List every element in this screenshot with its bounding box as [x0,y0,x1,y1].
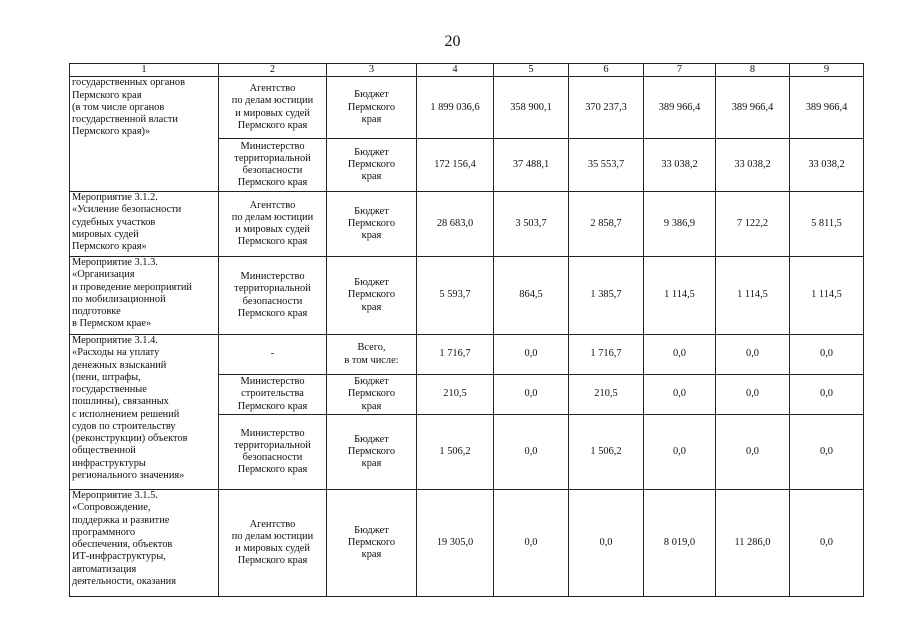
text-line: Мероприятие 3.1.3. [72,257,158,269]
funding-source-cell [327,257,417,335]
text-line: края [361,458,382,470]
text-line: Пермского [347,536,396,548]
value-cell: 1 506,2 [417,415,494,490]
value-cell: 1 716,7 [417,335,494,375]
value-cell: 0,0 [494,415,569,490]
value-cell: 2 858,7 [569,192,644,257]
text-line: Агентство [249,83,296,95]
text-line: безопасности [242,165,303,177]
value-cell: 5 593,7 [417,257,494,335]
col-header-4: 4 [417,64,494,77]
executor-cell [219,77,327,139]
text-line: Бюджет [354,205,389,217]
table-row [70,257,864,335]
text-line: по делам юстиции [231,211,314,223]
value-cell: 0,0 [790,375,864,415]
value-cell: 1 114,5 [644,257,716,335]
text-line: судебных участков [72,216,156,228]
value-cell: 0,0 [644,335,716,375]
text-line: регионального значения» [72,470,185,482]
text-line: Бюджет [354,146,389,158]
text-line: Бюджет [354,524,389,536]
text-line: Пермского края [237,307,308,319]
value-cell: 9 386,9 [644,192,716,257]
text-line: Мероприятие 3.1.5. [72,490,158,502]
text-line: обеспечения, объектов [72,539,173,551]
text-line: Пермского [347,388,396,400]
text-line: Бюджет [354,433,389,445]
text-line: государственной власти [72,114,178,126]
text-line: (в том числе органов [72,101,165,113]
funding-source-cell [327,490,417,597]
text-line: «Расходы на уплату [72,347,160,359]
text-line: по делам юстиции [231,530,314,542]
row-label [70,77,219,139]
funding-source-cell [327,335,417,375]
value-cell: 358 900,1 [494,77,569,139]
text-line: Пермского края [237,177,308,189]
text-line: территориальной [234,283,311,295]
row-label [70,335,219,490]
value-cell: 5 811,5 [790,192,864,257]
value-cell: 210,5 [417,375,494,415]
value-cell: 19 305,0 [417,490,494,597]
text-line: по делам юстиции [231,95,314,107]
value-cell: 3 503,7 [494,192,569,257]
text-line: Пермского края [237,555,308,567]
text-line: (реконструкции) объектов [72,433,188,445]
text-line: Мероприятие 3.1.4. [72,335,158,347]
text-line: денежных взысканий [72,359,167,371]
executor-cell [219,139,327,192]
header-row [70,64,864,77]
text-line: территориальной [234,439,311,451]
text-line: пошлины), связанных [72,396,169,408]
funding-source-cell [327,415,417,490]
table-row [70,490,864,597]
text-line: инфраструктуры [72,457,146,469]
funding-source-cell [327,139,417,192]
text-line: Министерство [240,140,305,152]
executor-cell [219,257,327,335]
col-header-5: 5 [494,64,569,77]
value-cell: 28 683,0 [417,192,494,257]
text-line: - [270,348,275,360]
value-cell: 0,0 [716,335,790,375]
executor-cell [219,192,327,257]
text-line: Пермского [347,101,396,113]
value-cell: 33 038,2 [644,139,716,192]
value-cell: 389 966,4 [644,77,716,139]
executor-cell [219,490,327,597]
text-line: Министерство [240,271,305,283]
value-cell: 370 237,3 [569,77,644,139]
text-line: края [361,400,382,412]
text-line: и мировых судей [235,543,310,555]
text-line: «Сопровождение, [72,502,151,514]
text-line: Пермского [347,217,396,229]
text-line: с исполнением решений [72,408,180,420]
text-line: «Усиление безопасности [72,204,182,216]
value-cell: 0,0 [716,415,790,490]
table-row [70,77,864,139]
text-line: и мировых судей [235,224,310,236]
text-line: и проведение мероприятий [72,281,192,293]
value-cell: 1 385,7 [569,257,644,335]
text-line: Министерство [240,427,305,439]
table-row [70,335,864,375]
text-line: Пермского [347,158,396,170]
col-header-8: 8 [716,64,790,77]
text-line: государственные [72,384,147,396]
funding-source-cell [327,375,417,415]
col-header-9: 9 [790,64,864,77]
row-label [70,139,219,192]
value-cell: 210,5 [569,375,644,415]
col-header-7: 7 [644,64,716,77]
text-line: края [361,230,382,242]
value-cell: 33 038,2 [790,139,864,192]
table-row [70,192,864,257]
value-cell: 1 506,2 [569,415,644,490]
row-label [70,257,219,335]
text-line: Пермского края» [72,241,147,253]
funding-source-cell [327,77,417,139]
funding-source-cell [327,192,417,257]
text-line: Бюджет [354,89,389,101]
text-line: подготовке [72,306,121,318]
value-cell: 1 899 036,6 [417,77,494,139]
value-cell: 37 488,1 [494,139,569,192]
row-label [70,192,219,257]
text-line: Бюджет [354,277,389,289]
value-cell: 389 966,4 [716,77,790,139]
text-line: судов по строительству [72,420,176,432]
value-cell: 8 019,0 [644,490,716,597]
value-cell: 389 966,4 [790,77,864,139]
value-cell: 0,0 [494,335,569,375]
value-cell: 172 156,4 [417,139,494,192]
col-header-2: 2 [219,64,327,77]
text-line: деятельности, оказания [72,575,176,587]
text-line: строительства [241,388,304,400]
text-line: Пермского края [237,400,308,412]
text-line: безопасности [242,295,303,307]
text-line: Министерство [240,376,305,388]
text-line: Мероприятие 3.1.2. [72,192,158,204]
text-line: края [361,549,382,561]
text-line: Пермского края [237,119,308,131]
value-cell: 0,0 [790,490,864,597]
text-line: края [361,171,382,183]
text-line: ИТ-инфраструктуры, [72,551,166,563]
value-cell: 0,0 [790,335,864,375]
text-line: Всего, [357,342,386,354]
value-cell: 1 114,5 [790,257,864,335]
value-cell: 0,0 [716,375,790,415]
col-header-1: 1 [70,64,219,77]
text-line: территориальной [234,152,311,164]
text-line: по мобилизационной [72,293,166,305]
value-cell: 0,0 [494,490,569,597]
text-line: Пермского края [237,236,308,248]
text-line: Пермского края [237,464,308,476]
budget-table [69,63,864,597]
text-line: мировых судей [72,228,139,240]
text-line: Пермского края)» [72,126,151,138]
row-label [70,490,219,597]
text-line: «Организация [72,269,135,281]
text-line: Пермского края [72,89,142,101]
text-line: в том числе: [344,354,399,366]
value-cell: 0,0 [494,375,569,415]
executor-cell [219,335,327,375]
value-cell: 1 716,7 [569,335,644,375]
col-header-6: 6 [569,64,644,77]
executor-cell [219,415,327,490]
value-cell: 0,0 [644,375,716,415]
executor-cell [219,375,327,415]
text-line: программного [72,526,136,538]
text-line: государственных органов [72,77,185,89]
text-line: (пени, штрафы, [72,371,141,383]
text-line: автоматизация [72,563,137,575]
value-cell: 0,0 [790,415,864,490]
text-line: Агентство [249,199,296,211]
page-number: 20 [444,33,461,50]
value-cell: 1 114,5 [716,257,790,335]
value-cell: 864,5 [494,257,569,335]
text-line: Пермского [347,289,396,301]
text-line: Бюджет [354,376,389,388]
value-cell: 33 038,2 [716,139,790,192]
col-header-3: 3 [327,64,417,77]
table-row [70,139,864,192]
value-cell: 0,0 [644,415,716,490]
text-line: общественной [72,445,136,457]
text-line: Пермского [347,445,396,457]
text-line: поддержка и развитие [72,514,170,526]
value-cell: 11 286,0 [716,490,790,597]
text-line: края [361,301,382,313]
text-line: в Пермском крае» [72,318,152,330]
value-cell: 7 122,2 [716,192,790,257]
text-line: края [361,113,382,125]
text-line: Агентство [249,518,296,530]
text-line: безопасности [242,452,303,464]
value-cell: 0,0 [569,490,644,597]
text-line: и мировых судей [235,107,310,119]
value-cell: 35 553,7 [569,139,644,192]
